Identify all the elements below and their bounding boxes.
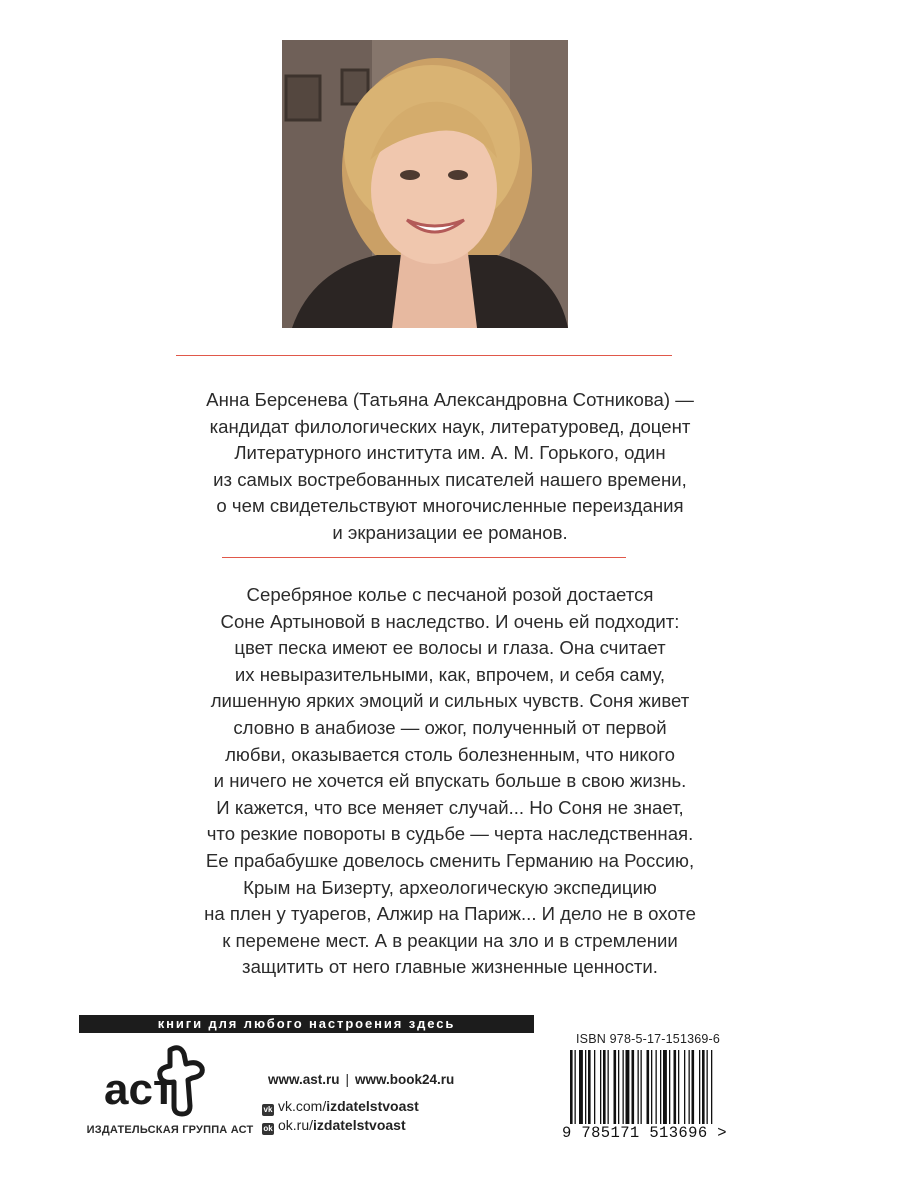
- vk-prefix: vk.com/: [278, 1098, 327, 1114]
- annotation-line: словно в анабиозе — ожог, полученный от первой: [233, 716, 667, 738]
- annotation-line: к перемене мест. А в реакции на зло и в стремлении: [222, 929, 678, 951]
- divider-middle: [222, 557, 626, 558]
- annotation-line: Крым на Бизерту, археологическую экспедицию: [243, 876, 657, 898]
- logo-text: аст: [104, 1065, 175, 1114]
- author-photo: [282, 40, 568, 328]
- annotation-line: Соне Артыновой в наследство. И очень ей подходит:: [220, 610, 680, 632]
- annotation-line: Серебряное колье с песчаной розой достается: [246, 584, 654, 605]
- ok-handle: izdatelstvoast: [313, 1117, 406, 1133]
- annotation-line: цвет песка имеют ее волосы и глаза. Она считает: [234, 637, 666, 659]
- annotation-line: что резкие повороты в судьбе — черта наследственная.: [206, 823, 694, 845]
- bio-line: Анна Берсенева (Татьяна Александровна Сотникова) —: [206, 389, 694, 410]
- isbn-number: ISBN 978-5-17-151369-6: [576, 1032, 721, 1046]
- bio-line: о чем свидетельствуют многочисленные переиздания: [216, 495, 684, 517]
- annotation-line: их невыразительными, как, впрочем, и себя саму,: [234, 663, 666, 685]
- divider-top: [176, 355, 672, 356]
- publisher-caption: ИЗДАТЕЛЬСКАЯ ГРУППА АСТ: [86, 1124, 254, 1136]
- ok-icon: ok: [263, 1124, 273, 1133]
- annotation-line: защитить от него главные жизненные ценности.: [242, 956, 658, 978]
- ok-link[interactable]: [262, 1117, 406, 1135]
- vk-icon: vk: [263, 1105, 273, 1114]
- link-separator: |: [345, 1072, 350, 1087]
- tagline-bar: книги для любого настроения здесь: [79, 1015, 534, 1033]
- bio-line: Литературного института им. А. М. Горького, один: [234, 442, 666, 464]
- annotation-line: на плен у туарегов, Алжир на Париж... И дело не в охоте: [204, 903, 696, 925]
- ast-logo-icon: [98, 1042, 238, 1120]
- bio-line: кандидат филологических наук, литературовед, доцент: [209, 415, 691, 437]
- ok-prefix: ok.ru/: [278, 1117, 314, 1133]
- annotation-line: и ничего не хочется ей впускать больше в свою жизнь.: [213, 770, 687, 792]
- annotation-line: любви, оказывается столь болезненным, что никого: [225, 743, 675, 765]
- barcode-digits: 9 785171 513696 >: [562, 1124, 776, 1142]
- site-link-ast[interactable]: www.ast.ru: [268, 1072, 340, 1087]
- web-links: [268, 1072, 454, 1087]
- bio-line: из самых востребованных писателей нашего времени,: [213, 468, 687, 490]
- book-annotation: [100, 582, 800, 981]
- author-bio: [120, 387, 780, 547]
- annotation-line: И кажется, что все меняет случай... Но Соня не знает,: [216, 796, 684, 818]
- vk-link[interactable]: [262, 1098, 419, 1116]
- annotation-line: лишенную ярких эмоций и сильных чувств. Соня живет: [210, 690, 690, 712]
- annotation-line: Ее прабабушке довелось сменить Германию на Россию,: [205, 849, 695, 871]
- bio-line: и экранизации ее романов.: [332, 521, 568, 543]
- site-link-book24[interactable]: www.book24.ru: [355, 1072, 455, 1087]
- vk-handle: izdatelstvoast: [326, 1098, 419, 1114]
